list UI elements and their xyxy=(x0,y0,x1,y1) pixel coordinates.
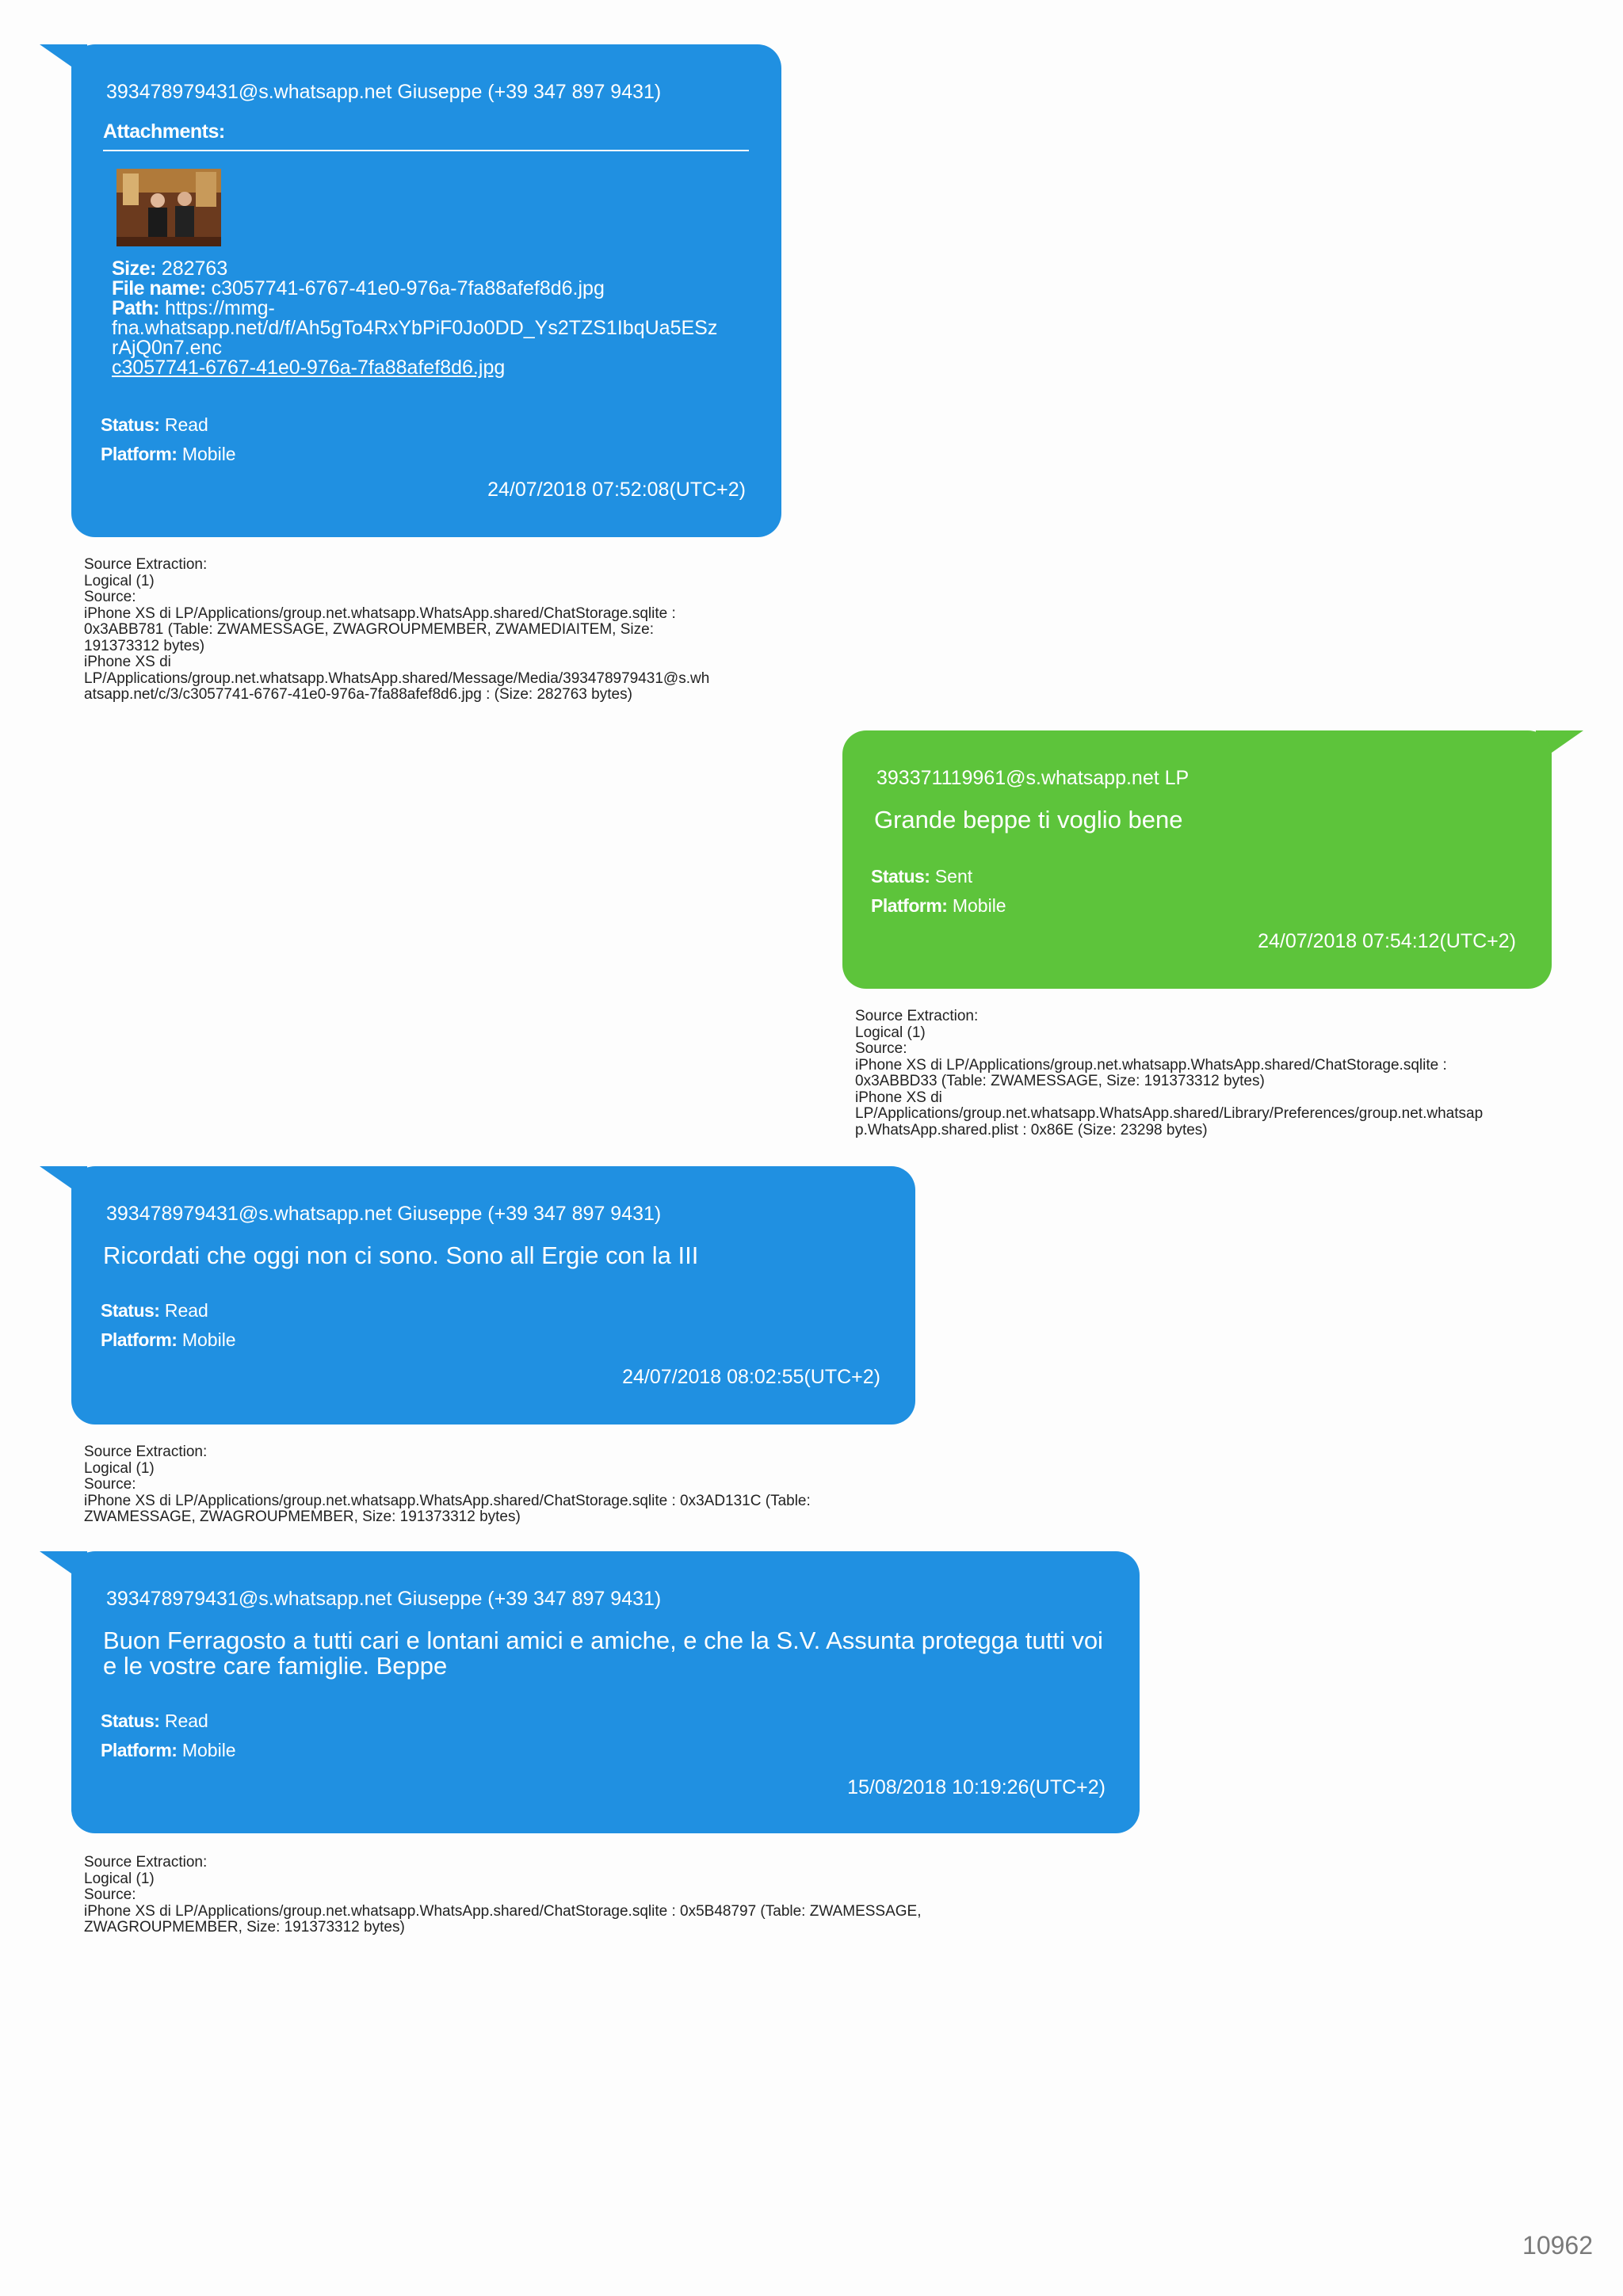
attachment-size-row xyxy=(112,259,717,279)
source-line: iPhone XS di xyxy=(855,1089,942,1106)
source-line: Source Extraction: xyxy=(84,556,208,573)
status-label: Status: xyxy=(101,414,160,435)
source-extraction xyxy=(84,557,709,704)
source-line: Logical (1) xyxy=(855,1024,926,1041)
status-label: Status: xyxy=(101,1300,160,1321)
platform-label: Platform: xyxy=(101,444,178,464)
attachment-thumbnail[interactable] xyxy=(116,169,221,246)
source-line: p.WhatsApp.shared.plist : 0x86E (Size: 23298 bytes) xyxy=(855,1121,1208,1138)
status-value: Sent xyxy=(934,866,973,887)
attachment-path-line: fna.whatsapp.net/d/f/Ah5gTo4RxYbPiF0Jo0DD_Ys2TZS1IbqUa5ESz xyxy=(112,317,718,339)
source-line: Source: xyxy=(84,1886,136,1903)
attachments-heading: Attachments: xyxy=(103,120,225,143)
source-line: ZWAMESSAGE, ZWAGROUPMEMBER, Size: 191373312 bytes) xyxy=(84,1508,521,1525)
attachment-info xyxy=(112,259,717,378)
message-text xyxy=(103,1628,1103,1679)
status-row xyxy=(101,1300,208,1322)
status-value: Read xyxy=(164,1300,208,1321)
source-line: Source: xyxy=(84,589,136,605)
status-value: Read xyxy=(164,414,208,435)
platform-label: Platform: xyxy=(101,1329,178,1350)
source-line: iPhone XS di LP/Applications/group.net.whatsapp.WhatsApp.shared/ChatStorage.sqlite : 0x3AD131C (Table: xyxy=(84,1492,811,1509)
status-label: Status: xyxy=(101,1711,160,1731)
platform-row xyxy=(101,1329,236,1351)
status-row xyxy=(101,1711,208,1732)
file-name-label: File name: xyxy=(112,277,206,299)
sender-label: 393371119961@s.whatsapp.net LP xyxy=(876,767,1190,789)
platform-row xyxy=(101,444,236,465)
platform-row xyxy=(101,1740,236,1761)
attachment-filename: c3057741-6767-41e0-976a-7fa88afef8d6.jpg xyxy=(211,277,605,299)
message-timestamp: 24/07/2018 07:52:08(UTC+2) xyxy=(487,479,746,501)
sender-label: 393478979431@s.whatsapp.net Giuseppe (+39 347 897 9431) xyxy=(106,81,662,103)
source-line: Source: xyxy=(855,1040,907,1057)
platform-label: Platform: xyxy=(871,895,948,916)
message-text: Ricordati che oggi non ci sono. Sono all Ergie con la III xyxy=(103,1241,699,1269)
message-timestamp: 24/07/2018 07:54:12(UTC+2) xyxy=(1258,930,1516,952)
source-extraction xyxy=(84,1855,922,1936)
source-line: 191373312 bytes) xyxy=(84,637,205,654)
source-line: Source Extraction: xyxy=(84,1854,208,1871)
message-text-line: e le vostre care famiglie. Beppe xyxy=(103,1652,448,1680)
source-line: iPhone XS di LP/Applications/group.net.whatsapp.WhatsApp.shared/ChatStorage.sqlite : 0x5B48797 (Table: ZWAMESSAGE, xyxy=(84,1902,922,1920)
platform-value: Mobile xyxy=(181,444,236,464)
attachments-divider xyxy=(103,150,749,151)
attachment-filename-row xyxy=(112,279,717,299)
source-line: Source Extraction: xyxy=(84,1444,208,1460)
attachment-size: 282763 xyxy=(161,257,228,280)
source-line: Logical (1) xyxy=(84,1459,155,1477)
platform-value: Mobile xyxy=(181,1329,236,1350)
attachment-path-line: rAjQ0n7.enc xyxy=(112,337,222,359)
message-timestamp: 15/08/2018 10:19:26(UTC+2) xyxy=(847,1776,1106,1798)
source-line: Logical (1) xyxy=(84,1870,155,1887)
source-line: iPhone XS di LP/Applications/group.net.whatsapp.WhatsApp.shared/ChatStorage.sqlite : xyxy=(855,1056,1447,1074)
status-row xyxy=(871,866,972,887)
message-text: Grande beppe ti voglio bene xyxy=(874,806,1183,833)
attachment-link[interactable]: c3057741-6767-41e0-976a-7fa88afef8d6.jpg xyxy=(112,357,506,379)
attachment-path-row xyxy=(112,299,717,318)
status-value: Read xyxy=(164,1711,208,1731)
source-line: LP/Applications/group.net.whatsapp.WhatsApp.shared/Library/Preferences/group.net.whatsap xyxy=(855,1105,1484,1122)
source-line: 0x3ABBD33 (Table: ZWAMESSAGE, Size: 191373312 bytes) xyxy=(855,1073,1265,1089)
path-label: Path: xyxy=(112,297,159,319)
message-text-line: Buon Ferragosto a tutti cari e lontani amici e amiche, e che la S.V. Assunta protegga tutti voi xyxy=(103,1627,1103,1654)
source-line: Logical (1) xyxy=(84,572,155,589)
platform-value: Mobile xyxy=(181,1740,236,1760)
page-number: 10962 xyxy=(1522,2231,1593,2260)
status-row xyxy=(101,414,208,436)
source-extraction xyxy=(855,1009,1483,1138)
source-line: Source: xyxy=(84,1476,136,1493)
sender-label: 393478979431@s.whatsapp.net Giuseppe (+39 347 897 9431) xyxy=(106,1203,662,1225)
attachment-path-line: https://mmg- xyxy=(164,297,275,319)
status-label: Status: xyxy=(871,866,930,887)
sender-label: 393478979431@s.whatsapp.net Giuseppe (+39 347 897 9431) xyxy=(106,1588,662,1610)
source-line: ZWAGROUPMEMBER, Size: 191373312 bytes) xyxy=(84,1919,405,1936)
source-extraction xyxy=(84,1444,811,1526)
source-line: LP/Applications/group.net.whatsapp.WhatsApp.shared/Message/Media/393478979431@s.wh xyxy=(84,669,710,687)
source-line: 0x3ABB781 (Table: ZWAMESSAGE, ZWAGROUPMEMBER, ZWAMEDIAITEM, Size: xyxy=(84,621,654,638)
source-line: Source Extraction: xyxy=(855,1008,979,1024)
platform-label: Platform: xyxy=(101,1740,178,1760)
message-timestamp: 24/07/2018 08:02:55(UTC+2) xyxy=(622,1366,880,1388)
source-line: iPhone XS di xyxy=(84,654,171,670)
platform-value: Mobile xyxy=(952,895,1006,916)
source-line: iPhone XS di LP/Applications/group.net.whatsapp.WhatsApp.shared/ChatStorage.sqlite : xyxy=(84,605,676,622)
platform-row xyxy=(871,895,1006,917)
size-label: Size: xyxy=(112,257,156,280)
source-line: atsapp.net/c/3/c3057741-6767-41e0-976a-7fa88afef8d6.jpg : (Size: 282763 bytes) xyxy=(84,686,632,703)
